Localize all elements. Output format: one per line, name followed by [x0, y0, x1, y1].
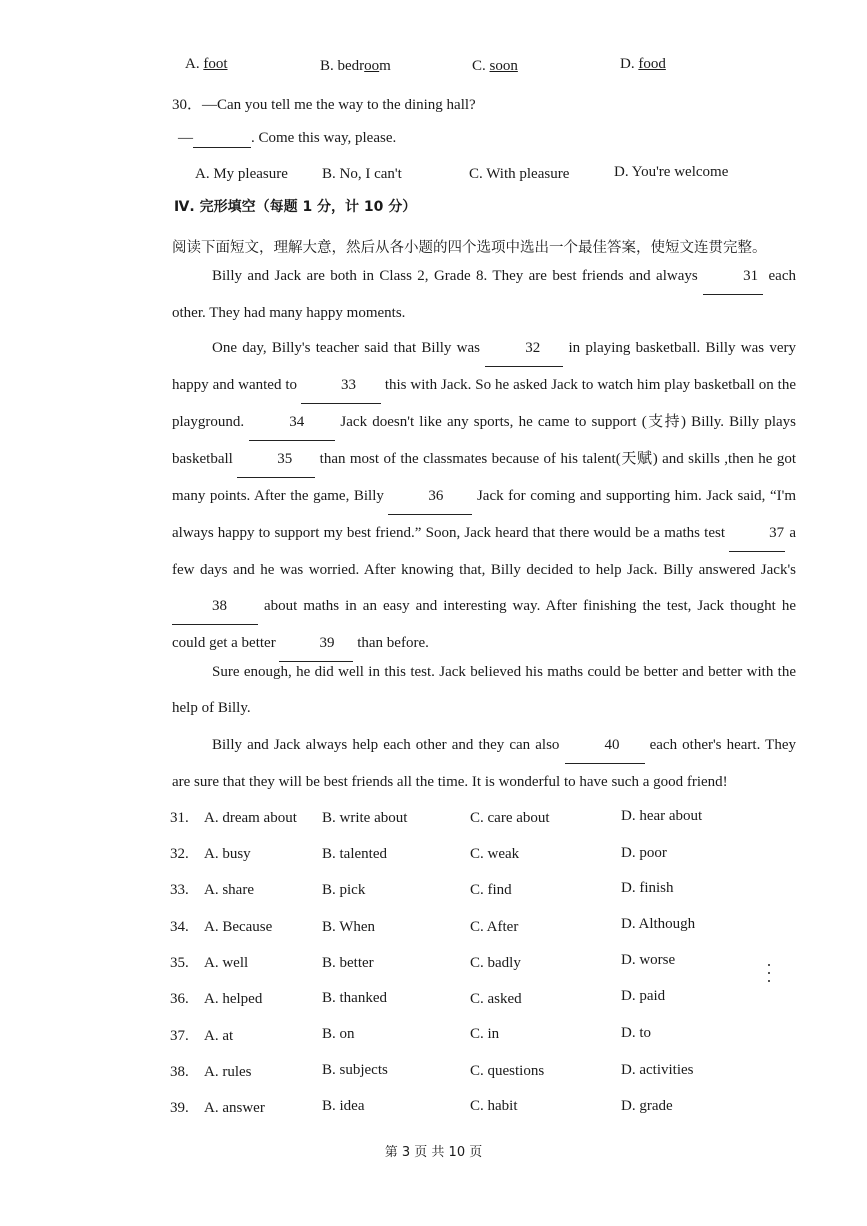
blank-33: 33 [301, 367, 381, 404]
choice-31-b: B. write about [322, 810, 408, 826]
choice-32-c: C. weak [470, 846, 520, 862]
choice-36-b: B. thanked [322, 990, 387, 1006]
choice-row-32: 32. A. busy [170, 846, 251, 862]
choice-35-d: D. worse [621, 952, 676, 968]
choice-36-c: C. asked [470, 991, 522, 1007]
section-title: Ⅳ. 完形填空（每题 1 分，计 10 分） [174, 199, 417, 215]
blank-39: 39 [279, 625, 353, 662]
q30-blank [193, 130, 251, 148]
choice-37-d: D. to [621, 1025, 651, 1041]
passage-paragraph-3: Sure enough, he did well in this test. Jack believed his maths could be better and better with the help of Billy. [172, 664, 796, 716]
choice-row-31: 31. A. dream about [170, 810, 297, 826]
choice-33-b: B. pick [322, 882, 366, 898]
choice-34-c: C. After [470, 919, 519, 935]
choice-33-d: D. finish [621, 880, 674, 896]
passage-paragraph-4: Billy and Jack always help each other and they can also 40 each other's heart. They are sure that they will be best friends all the time. It is wonderful to have such a good friend! [172, 727, 796, 800]
choice-39-c: C. habit [470, 1098, 518, 1114]
choice-row-38: 38. A. rules [170, 1064, 252, 1080]
passage-paragraph-1: Billy and Jack are both in Class 2, Grade 8. They are best friends and always 31 each other. They had many happy moments. [172, 258, 796, 331]
scan-speck [768, 964, 770, 966]
choice-row-39: 39. A. answer [170, 1100, 265, 1116]
q30-option-d: D. You're welcome [614, 164, 729, 180]
choice-row-33: 33. A. share [170, 882, 254, 898]
blank-31: 31 [703, 258, 763, 295]
q30-option-a: A. My pleasure [195, 166, 288, 182]
passage-paragraph-2: One day, Billy's teacher said that Billy was 32 in playing basketball. Billy was very happy and wanted to 33 this with Jack. So he asked Jack to watch him play basketball on the playground. 34 Jack doesn't like any sports, he came to support (支持) Billy. Billy plays basketball 35 than most of the classmates because of his talent(天赋) and skills ,then he got many points. After the game, Billy 36 Jack for coming and supporting him. Jack said, “I'm always happy to support my best friend.” Soon, Jack heard that there would be a maths test 37 a few days and he was worried. After knowing that, Billy decided to help Jack. Billy answered Jack's 38 about maths in an easy and interesting way. After finishing the test, Jack thought he could get a better 39 than before. [172, 330, 796, 662]
choice-37-b: B. on [322, 1026, 355, 1042]
choice-32-d: D. poor [621, 845, 667, 861]
choice-39-b: B. idea [322, 1098, 365, 1114]
choice-35-b: B. better [322, 955, 374, 971]
choice-34-d: D. Although [621, 916, 696, 932]
blank-40: 40 [565, 727, 645, 764]
choice-34-b: B. When [322, 919, 376, 935]
blank-34: 34 [249, 404, 335, 441]
blank-37: 37 [729, 515, 785, 552]
choice-38-c: C. questions [470, 1063, 545, 1079]
blank-38: 38 [172, 588, 258, 625]
section-instruction: 阅读下面短文，理解大意，然后从各小题的四个选项中选出一个最佳答案，使短文连贯完整。 [172, 240, 767, 256]
q30-option-c: C. With pleasure [469, 166, 570, 182]
q29-option-d: D. food [620, 56, 666, 72]
choice-row-35: 35. A. well [170, 955, 249, 971]
q30-option-b: B. No, I can't [322, 166, 402, 182]
q29-option-a: A. foot [185, 56, 228, 72]
choice-39-d: D. grade [621, 1098, 673, 1114]
q30-reply: — . Come this way, please. [178, 130, 397, 146]
scan-speck [768, 980, 770, 982]
page-footer: 第 3 页 共 10 页 [384, 1145, 483, 1160]
q29-option-c: C. soon [472, 58, 518, 74]
choice-38-d: D. activities [621, 1062, 694, 1078]
blank-35: 35 [237, 441, 315, 478]
choice-37-c: C. in [470, 1026, 500, 1042]
blank-36: 36 [388, 478, 472, 515]
blank-32: 32 [485, 330, 563, 367]
choice-32-b: B. talented [322, 846, 387, 862]
choice-38-b: B. subjects [322, 1062, 388, 1078]
choice-35-c: C. badly [470, 955, 521, 971]
choice-36-d: D. paid [621, 988, 666, 1004]
choice-33-c: C. find [470, 882, 512, 898]
choice-row-37: 37. A. at [170, 1028, 234, 1044]
choice-31-c: C. care about [470, 810, 550, 826]
choice-row-36: 36. A. helped [170, 991, 263, 1007]
choice-31-d: D. hear about [621, 808, 703, 824]
scan-speck [768, 972, 770, 974]
q30-stem: 30．—Can you tell me the way to the dining hall? [172, 97, 476, 113]
q29-option-b: B. bedroom [320, 58, 391, 74]
choice-row-34: 34. A. Because [170, 919, 273, 935]
